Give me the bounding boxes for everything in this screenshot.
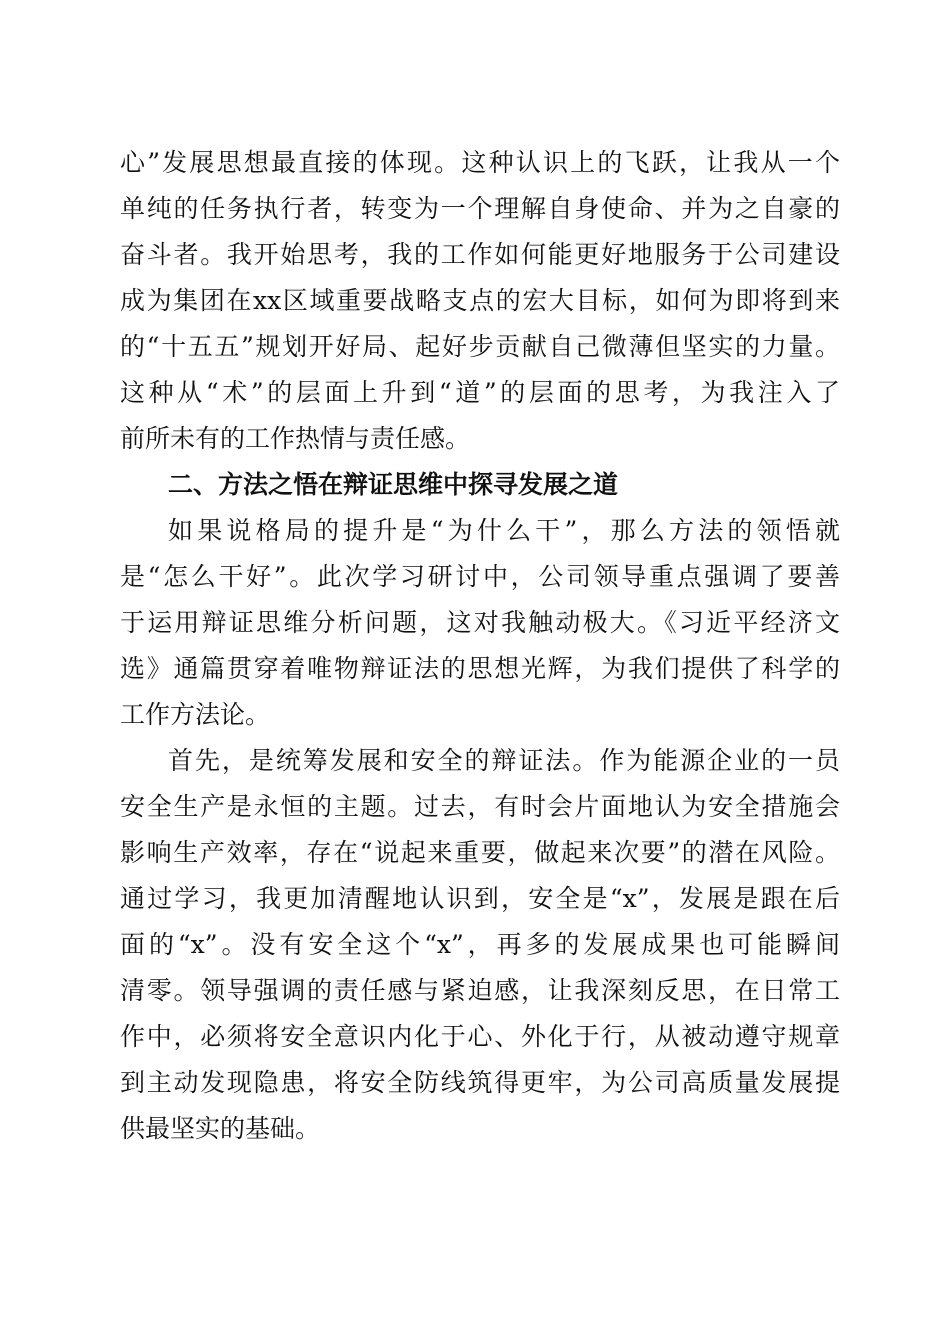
paragraph-2-line-2: 是“怎么干好”。此次学习研讨中，公司领导重点强调了要善 [120,562,840,591]
paragraph-1-line-1: 心”发展思想最直接的体现。这种认识上的飞跃，让我从一个 [120,148,840,177]
paragraph-3-line-2: 安全生产是永恒的主题。过去，有时会片面地认为安全措施会 [120,792,840,821]
paragraph-3-line-8: 到主动发现隐患，将安全防线筑得更牢，为公司高质量发展提 [120,1068,840,1097]
paragraph-2-line-3: 于运用辩证思维分析问题，这对我触动极大。《习近平经济文 [120,608,840,637]
paragraph-1-line-5: 的“十五五”规划开好局、起好步贡献自己微薄但坚实的力量。 [120,332,840,361]
paragraph-1-line-2: 单纯的任务执行者，转变为一个理解自身使命、并为之自豪的 [120,194,840,223]
paragraph-2-line-4: 选》通篇贯穿着唯物辩证法的思想光辉，为我们提供了科学的 [120,654,840,683]
paragraph-1-line-3: 奋斗者。我开始思考，我的工作如何能更好地服务于公司建设 [120,240,840,269]
paragraph-3-line-3: 影响生产效率，存在“说起来重要，做起来次要”的潜在风险。 [120,838,840,867]
paragraph-3-line-5: 面的“x”。没有安全这个“x”，再多的发展成果也可能瞬间 [120,930,840,959]
paragraph-2-line-1: 如果说格局的提升是“为什么干”，那么方法的领悟就 [168,516,840,545]
paragraph-3-line-6: 清零。领导强调的责任感与紧迫感，让我深刻反思，在日常工 [120,976,840,1005]
paragraph-3-line-4: 通过学习，我更加清醒地认识到，安全是“x”，发展是跟在后 [120,884,840,913]
paragraph-3-line-9: 供最坚实的基础。 [120,1114,321,1143]
paragraph-1-line-6: 这种从“术”的层面上升到“道”的层面的思考，为我注入了 [120,378,840,407]
paragraph-1-line-7: 前所未有的工作热情与责任感。 [120,424,471,453]
paragraph-2-line-5: 工作方法论。 [120,700,271,729]
paragraph-3-line-7: 作中，必须将安全意识内化于心、外化于行，从被动遵守规章 [120,1022,840,1051]
paragraph-3-line-1: 首先，是统筹发展和安全的辩证法。作为能源企业的一员 [168,746,840,775]
paragraph-1-line-4: 成为集团在xx区域重要战略支点的宏大目标，如何为即将到来 [120,286,840,315]
section-heading: 二、方法之悟在辩证思维中探寻发展之道 [168,470,619,499]
